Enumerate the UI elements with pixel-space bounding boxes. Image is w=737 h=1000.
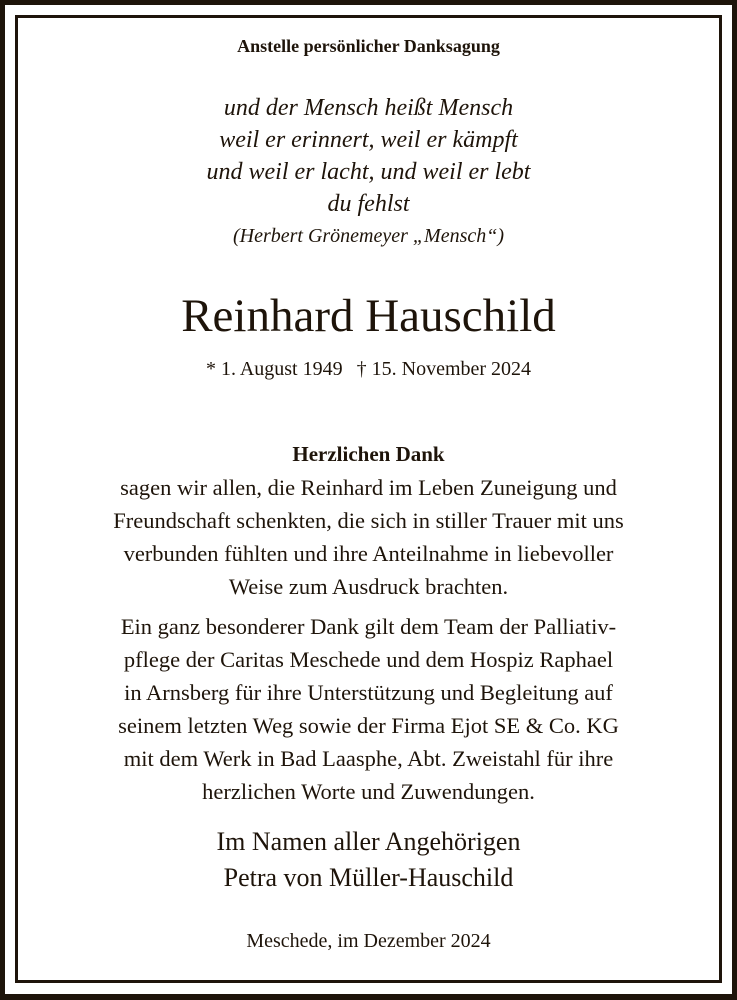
poem-line: und der Mensch heißt Mensch [223, 95, 514, 121]
deceased-name: Reinhard Hauschild [181, 290, 556, 342]
thanks-line: Weise zum Ausdruck brachten. [228, 574, 509, 599]
thanks-line: sagen wir allen, die Reinhard im Leben Zuneigung und [120, 475, 617, 500]
special-thanks-line: seinem letzten Weg sowie der Firma Ejot SE & Co. KG [118, 713, 619, 738]
poem-line: weil er erinnert, weil er kämpft [219, 127, 518, 153]
place-date: Meschede, im Dezember 2024 [246, 930, 491, 952]
signature-name: Petra von Müller-Hauschild [223, 863, 514, 892]
poem-line: du fehlst [327, 191, 410, 217]
thanks-line: verbunden fühlten und ihre Anteilnahme in liebevoller [123, 541, 614, 566]
special-thanks-line: pflege der Caritas Meschede und dem Hospiz Raphael [123, 647, 614, 672]
notice-header: Anstelle persönlicher Danksagung [237, 36, 500, 56]
poem-quote [18, 92, 719, 252]
birth-date: * 1. August 1949 [205, 358, 343, 380]
special-thanks-section [18, 610, 719, 808]
poem-citation: (Herbert Grönemeyer „Mensch“) [232, 225, 505, 247]
death-date: † 15. November 2024 [356, 358, 532, 380]
thanks-title: Herzlichen Dank [292, 442, 445, 466]
poem-line: und weil er lacht, und weil er lebt [206, 159, 531, 185]
special-thanks-line: mit dem Werk in Bad Laasphe, Abt. Zweistahl für ihre [123, 746, 614, 771]
thanks-section [18, 438, 719, 603]
special-thanks-line: Ein ganz besonderer Dank gilt dem Team der Palliativ- [120, 614, 617, 639]
special-thanks-line: in Arnsberg für ihre Unterstützung und Begleitung auf [124, 680, 613, 705]
thanks-line: Freundschaft schenkten, die sich in stiller Trauer mit uns [113, 508, 624, 533]
signature-line: Im Namen aller Angehörigen [216, 827, 521, 856]
special-thanks-line: herzlichen Worte und Zuwendungen. [202, 779, 535, 804]
life-dates [18, 358, 719, 381]
signature [18, 824, 719, 896]
